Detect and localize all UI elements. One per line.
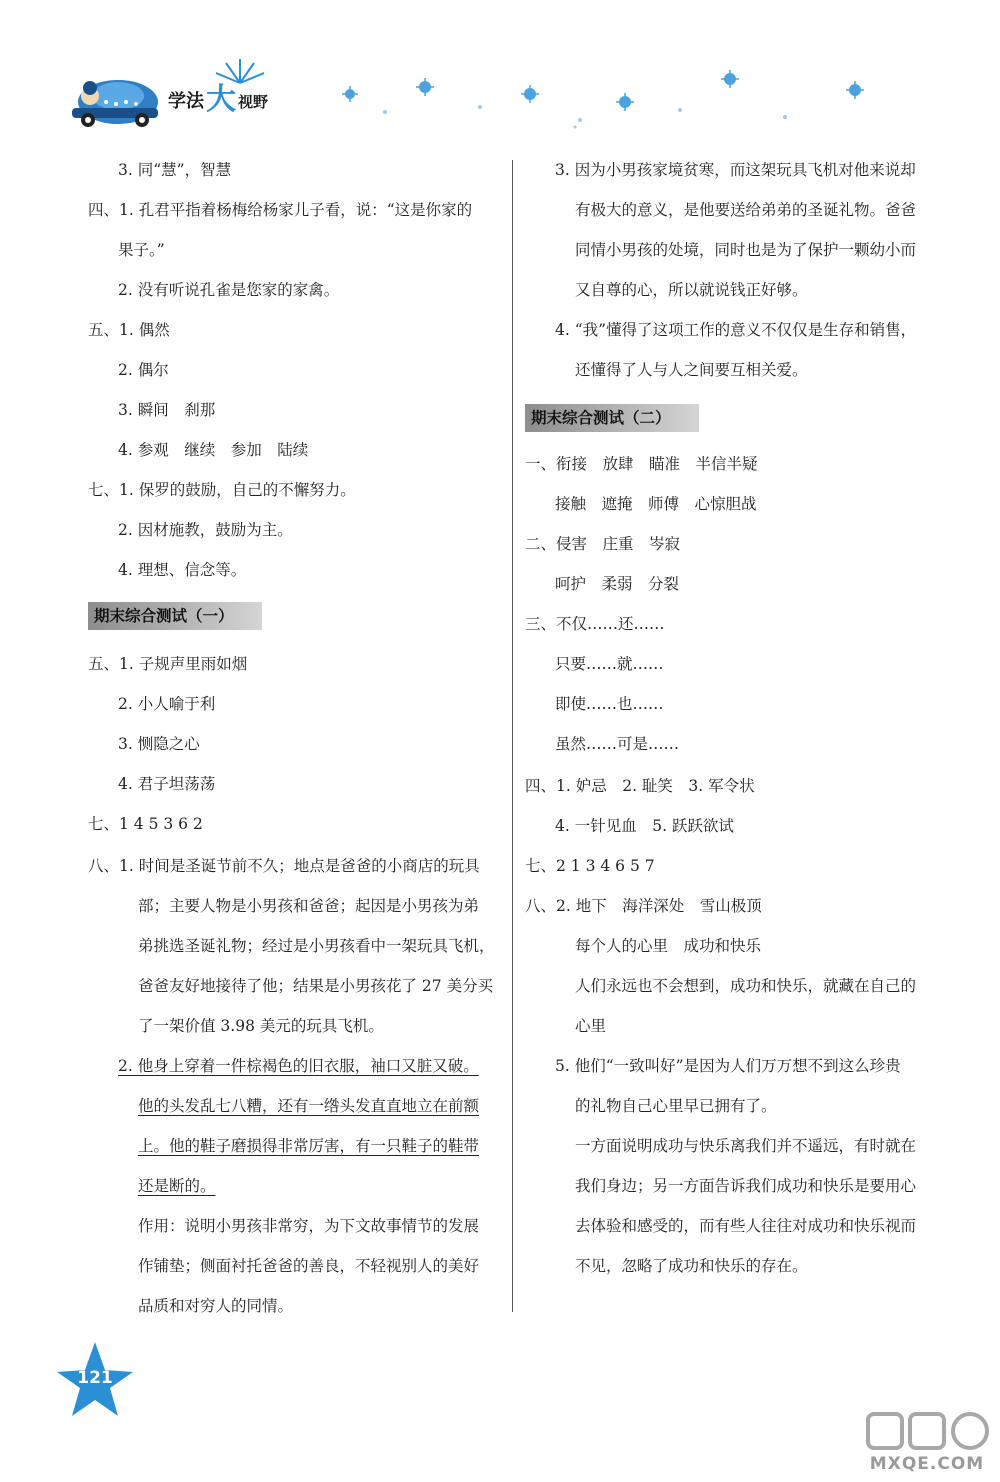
- answer-line: 果子。”: [118, 241, 165, 259]
- answer-line: 2. 没有听说孔雀是您家的家禽。: [118, 281, 340, 299]
- answer-line: 即使……也……: [555, 695, 664, 713]
- answer-line: 接触 遮掩 师傅 心惊胆战: [555, 495, 757, 513]
- brand-logo: 学法大 视野: [168, 82, 269, 117]
- answer-line: 作用：说明小男孩非常穷，为下文故事情节的发展: [138, 1217, 480, 1235]
- answer-line: 2. 小人喻于利: [118, 695, 216, 713]
- answer-line: 同情小男孩的处境，同时也是为了保护一颗幼小而: [575, 241, 917, 259]
- answer-line: 了一架价值 3.98 美元的玩具飞机。: [138, 1017, 384, 1035]
- answer-line: 4. 君子坦荡荡: [118, 775, 216, 793]
- answer-line: 七、1 4 5 3 6 2: [88, 815, 203, 833]
- section-title-exam-1: 期末综合测试（一）: [88, 602, 262, 630]
- underlined-quote-line: 他的头发乱七八糟，还有一绺头发直直地立在前额: [138, 1097, 480, 1115]
- answer-line: 虽然……可是……: [555, 735, 680, 753]
- column-divider: [512, 160, 513, 1312]
- answer-line: 我们身边；另一方面告诉我们成功和快乐是要用心: [575, 1177, 917, 1195]
- answer-line: 5. 他们“一致叫好”是因为人们万万想不到这么珍贵: [555, 1057, 901, 1075]
- answer-line: 的礼物自己心里早已拥有了。: [575, 1097, 777, 1115]
- answer-line: 3. 因为小男孩家境贫寒，而这架玩具飞机对他来说却: [555, 161, 916, 179]
- answer-line: 作铺垫；侧面衬托爸爸的善良，不轻视别人的美好: [138, 1257, 480, 1275]
- answer-line: 4. “我”懂得了这项工作的意义不仅仅是生存和销售，: [555, 321, 917, 339]
- answer-line: 八、2. 地下 海洋深处 雪山极顶: [525, 897, 762, 915]
- answer-line: 2. 偶尔: [118, 361, 169, 379]
- answer-line: 3. 瞬间 刹那: [118, 401, 216, 419]
- car-mascot-icon: [60, 62, 160, 130]
- answer-line: 三、不仅……还……: [525, 615, 665, 633]
- answer-line: 3. 恻隐之心: [118, 735, 200, 753]
- underlined-quote-line: 还是断的。: [138, 1177, 216, 1195]
- answer-line: 四、1. 妒忌 2. 耻笑 3. 军令状: [525, 777, 755, 795]
- answer-line: 五、1. 偶然: [88, 321, 170, 339]
- answer-line: 爸爸友好地接待了他；结果是小男孩花了 27 美分买: [138, 977, 494, 995]
- answer-line: 二、侵害 庄重 岑寂: [525, 535, 681, 553]
- answer-line: 弟挑选圣诞礼物；经过是小男孩看中一架玩具飞机，: [138, 937, 495, 955]
- answer-line: 去体验和感受的，而有些人往往对成功和快乐视而: [575, 1217, 917, 1235]
- answer-line: 4. 理想、信念等。: [118, 561, 247, 579]
- decorative-snowflakes-icon: [330, 62, 890, 137]
- watermark-seal-icon: [862, 1408, 992, 1456]
- page-header: [0, 0, 1000, 140]
- page-number: 121: [77, 1368, 113, 1388]
- answer-line: 有极大的意义，是他要送给弟弟的圣诞礼物。爸爸: [575, 201, 917, 219]
- answer-line: 又自尊的心，所以就说钱正好够。: [575, 281, 808, 299]
- answer-line: 4. 参观 继续 参加 陆续: [118, 441, 309, 459]
- answer-line: 呵护 柔弱 分裂: [555, 575, 680, 593]
- answer-line: 只要……就……: [555, 655, 664, 673]
- watermark-logo: [862, 1408, 992, 1478]
- answer-line: 品质和对穷人的同情。: [138, 1297, 294, 1315]
- answer-line: 五、1. 子规声里雨如烟: [88, 655, 248, 673]
- page-number-badge: [55, 1340, 135, 1420]
- answer-line: 部；主要人物是小男孩和爸爸；起因是小男孩为弟: [138, 897, 480, 915]
- answer-line: 人们永远也不会想到，成功和快乐，就藏在自己的: [575, 977, 917, 995]
- answer-line: 2. 因材施教，鼓励为主。: [118, 521, 293, 539]
- underlined-quote-line: 上。他的鞋子磨损得非常厉害，有一只鞋子的鞋带: [138, 1137, 480, 1155]
- answer-line: 八、1. 时间是圣诞节前不久；地点是爸爸的小商店的玩具: [88, 857, 480, 875]
- answer-line: 还懂得了人与人之间要互相关爱。: [575, 361, 808, 379]
- answer-line: 四、1. 孔君平指着杨梅给杨家儿子看，说：“这是你家的: [88, 201, 473, 219]
- answer-line: 3. 同“慧”，智慧: [118, 161, 232, 179]
- answer-line: 一方面说明成功与快乐离我们并不遥远，有时就在: [575, 1137, 917, 1155]
- answer-line: 七、1. 保罗的鼓励，自己的不懈努力。: [88, 481, 356, 499]
- answer-line: 每个人的心里 成功和快乐: [575, 937, 762, 955]
- answer-line: 不见，忽略了成功和快乐的存在。: [575, 1257, 808, 1275]
- section-title-exam-2: 期末综合测试（二）: [525, 404, 699, 432]
- answer-line: 七、2 1 3 4 6 5 7: [525, 857, 655, 875]
- answer-line: 心里: [575, 1017, 607, 1035]
- answer-line: 4. 一针见血 5. 跃跃欲试: [555, 817, 734, 835]
- answer-line: 一、衔接 放肆 瞄准 半信半疑: [525, 455, 758, 473]
- underlined-quote-line: 2. 他身上穿着一件棕褐色的旧衣服，袖口又脏又破。: [118, 1057, 479, 1075]
- watermark-text: MXQE.COM: [869, 1454, 985, 1474]
